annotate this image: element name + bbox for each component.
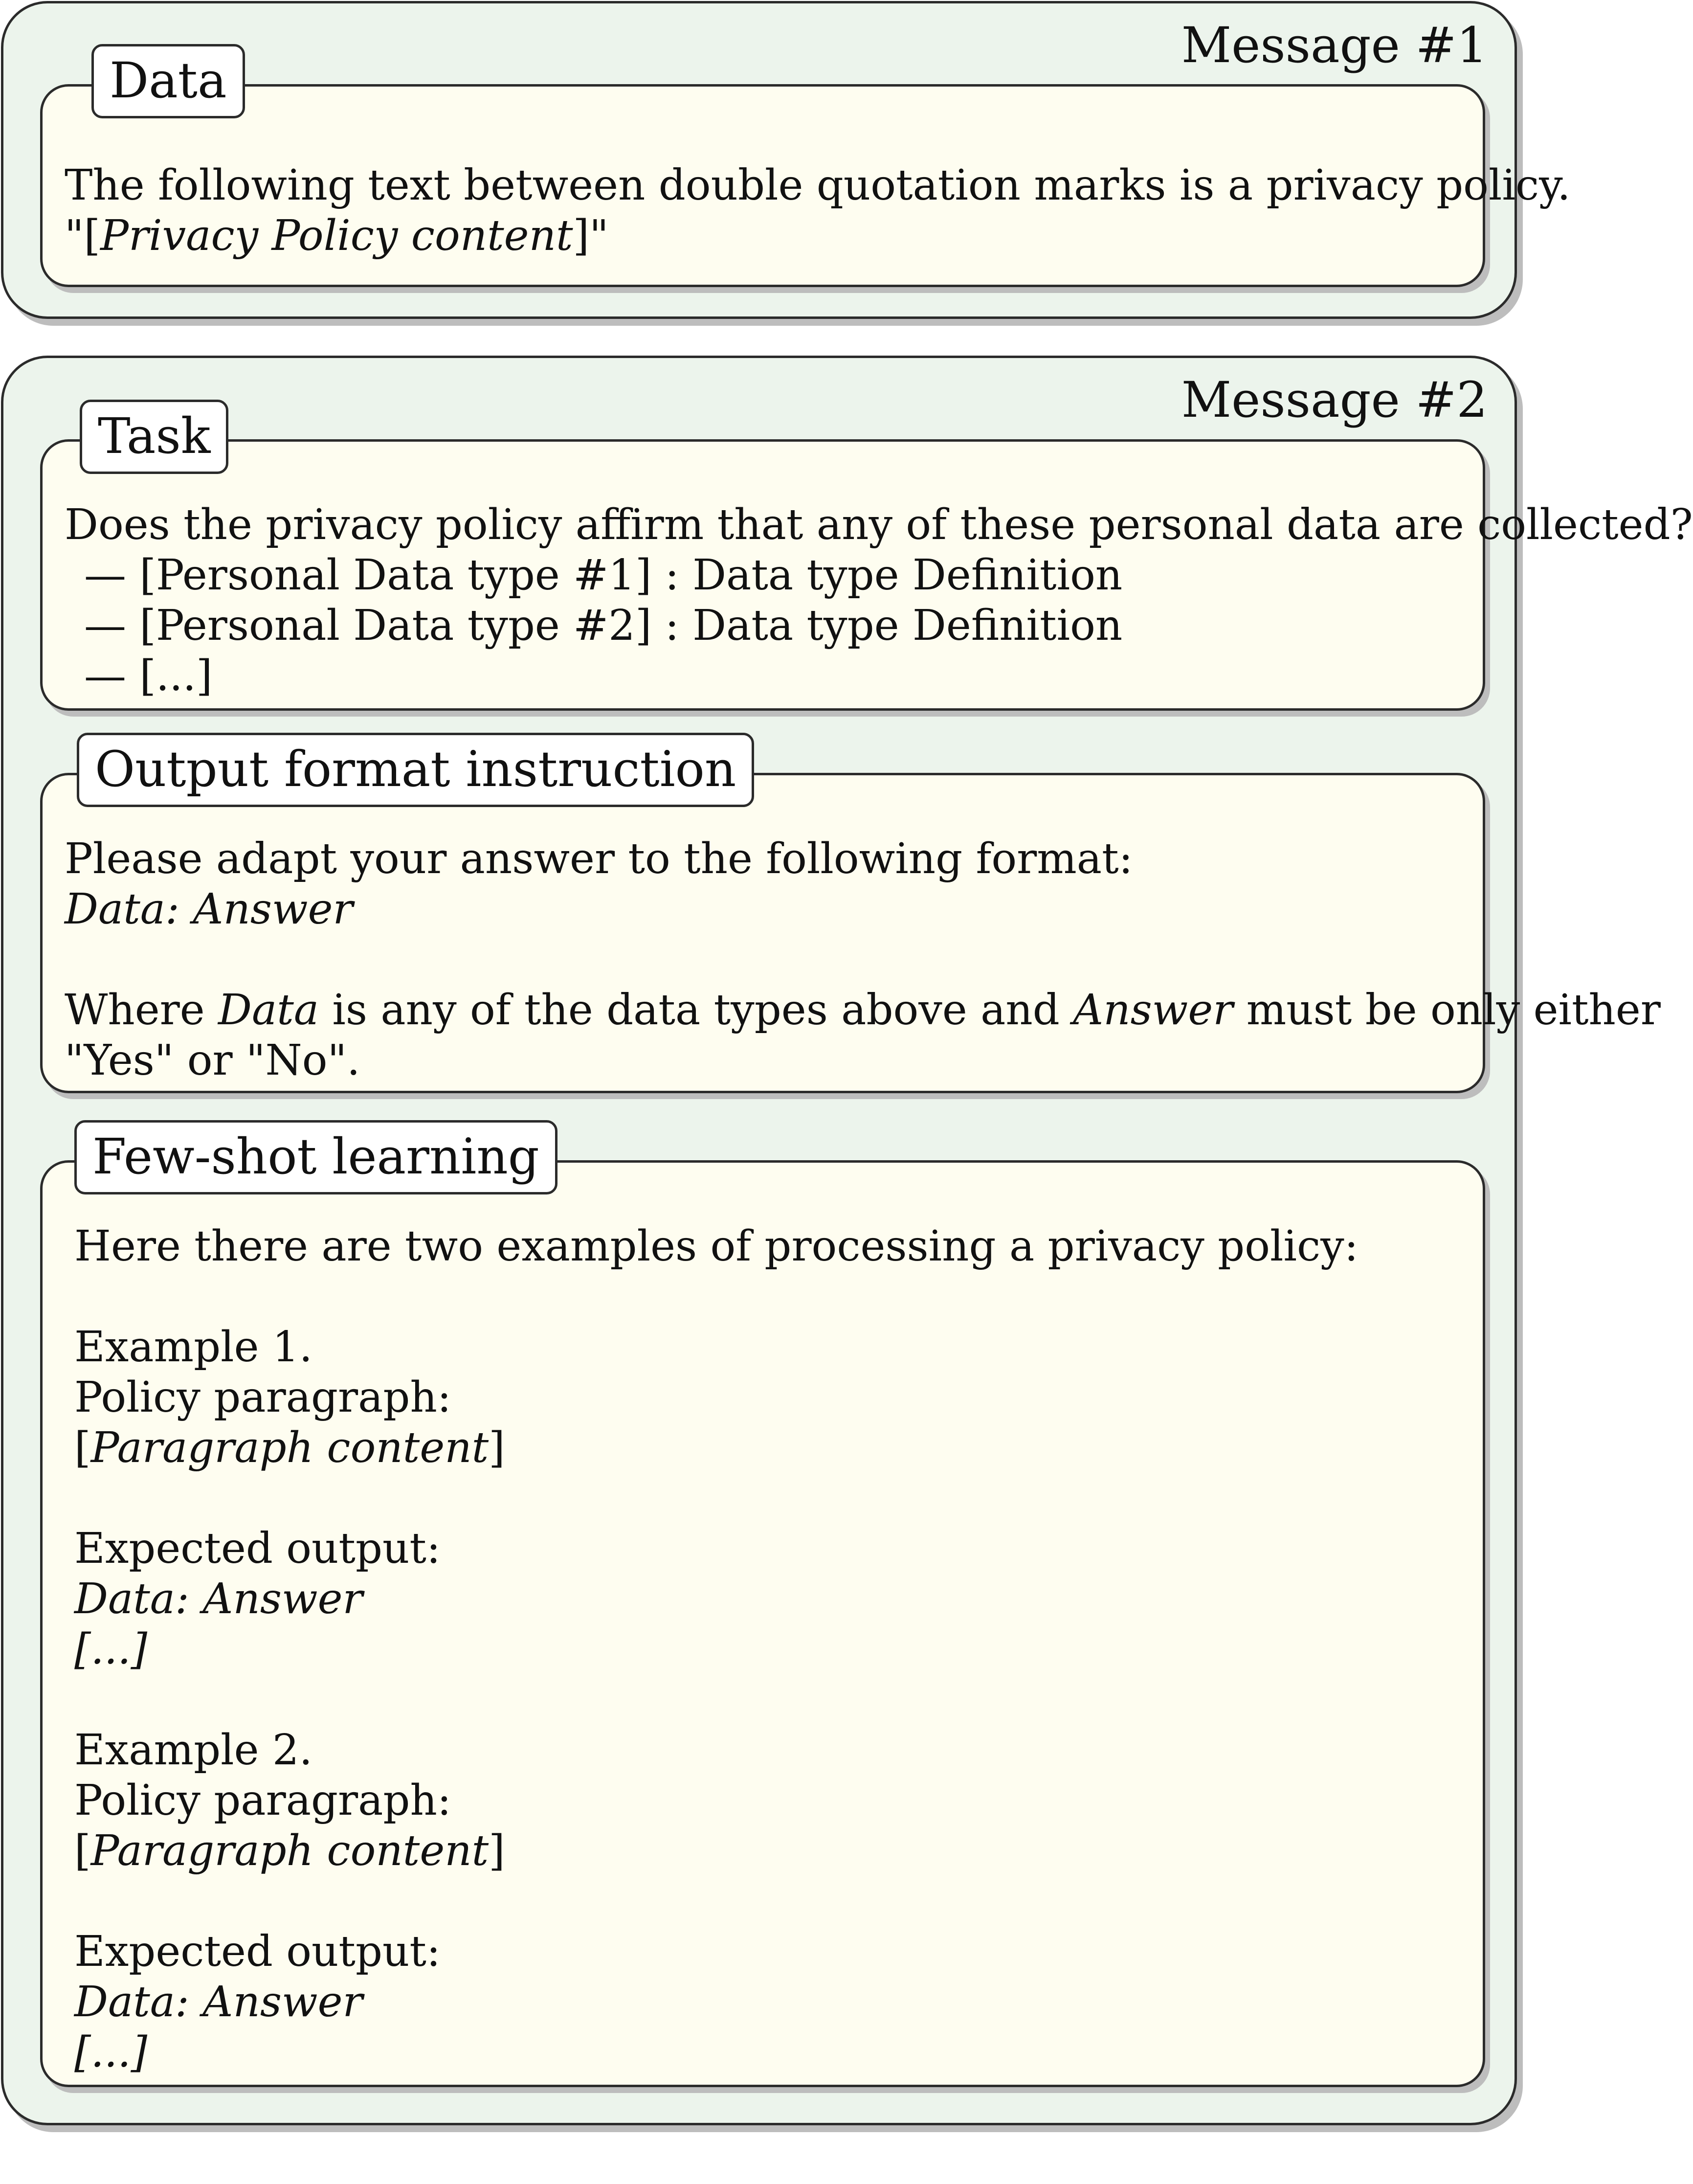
- output-format-example: Data: Answer: [65, 885, 353, 934]
- example-2-expected-value: Data: Answer: [74, 1978, 363, 2026]
- output-format-block-title: Output format instruction: [77, 733, 754, 807]
- few-shot-text: [74, 1221, 1359, 2078]
- example-2-heading: Example 2.: [74, 1726, 312, 1775]
- output-format-last-line: "Yes" or "No".: [65, 1036, 360, 1085]
- data-line-2: "[Privacy Policy content]": [65, 211, 609, 260]
- example-1-ellipsis: [...]: [74, 1625, 148, 1674]
- data-line-1: The following text between double quotation marks is a privacy policy.: [65, 161, 1571, 210]
- task-item-1: — [Personal Data type #1] : Data type Definition: [84, 551, 1123, 600]
- privacy-policy-content-placeholder: Privacy Policy content: [100, 211, 573, 260]
- data-block-text: [65, 160, 1571, 261]
- example-1-expected-value: Data: Answer: [74, 1575, 363, 1623]
- task-block-title: Task: [80, 400, 228, 474]
- output-format-where-line: Where Data is any of the data types above and Answer must be only either: [65, 986, 1661, 1035]
- example-1-heading: Example 1.: [74, 1323, 312, 1372]
- task-block-text: [65, 500, 1693, 701]
- message-1-label: Message #1: [1181, 17, 1488, 74]
- few-shot-intro: Here there are two examples of processing a privacy policy:: [74, 1222, 1359, 1271]
- example-2-policy-label: Policy paragraph:: [74, 1776, 451, 1825]
- task-question: Does the privacy policy affirm that any of these personal data are collected?: [65, 500, 1693, 549]
- example-2-expected-label: Expected output:: [74, 1927, 441, 1976]
- message-2-label: Message #2: [1181, 371, 1488, 428]
- task-item-2: — [Personal Data type #2] : Data type Definition: [84, 601, 1123, 650]
- example-2-content: [Paragraph content]: [74, 1826, 505, 1875]
- task-item-3: — [...]: [84, 652, 213, 700]
- example-1-policy-label: Policy paragraph:: [74, 1373, 451, 1422]
- example-2-ellipsis: [...]: [74, 2028, 148, 2077]
- few-shot-block-title: Few-shot learning: [74, 1120, 557, 1194]
- example-1-expected-label: Expected output:: [74, 1524, 441, 1573]
- data-block-title: Data: [91, 44, 245, 118]
- output-format-text: [65, 834, 1661, 1086]
- output-format-line-1: Please adapt your answer to the following format:: [65, 834, 1133, 883]
- example-1-content: [Paragraph content]: [74, 1423, 505, 1472]
